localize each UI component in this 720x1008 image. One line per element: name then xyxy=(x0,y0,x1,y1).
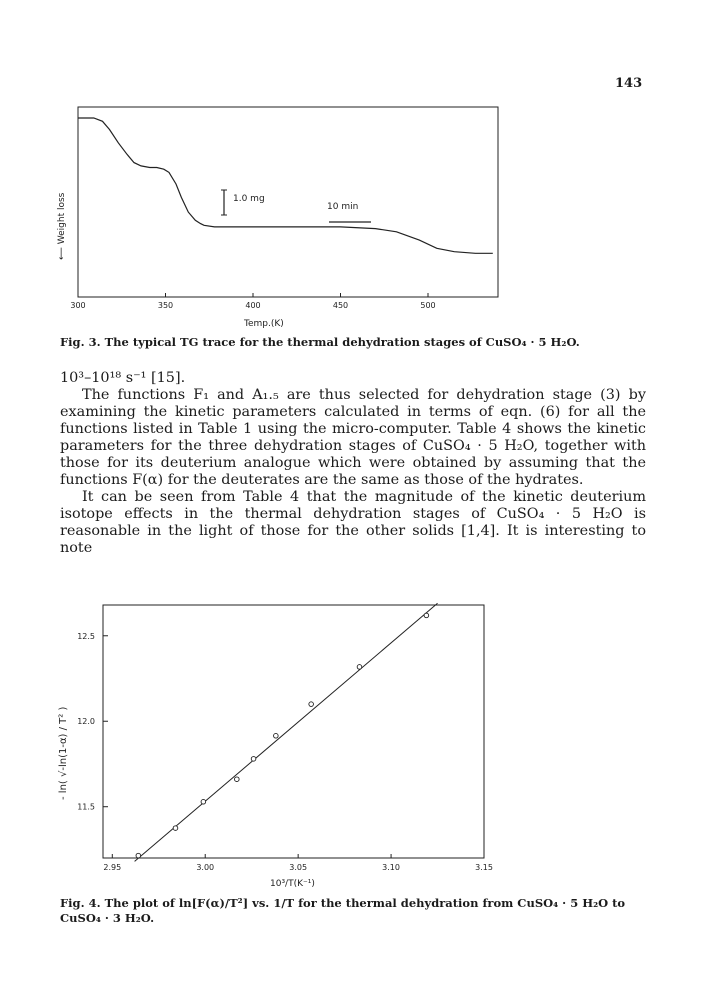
data-point xyxy=(424,613,429,618)
fig4-x-tick-label: 3.00 xyxy=(196,863,215,872)
fig4-y-tick-label: 12.0 xyxy=(77,717,95,727)
tg-trace-curve xyxy=(78,118,493,253)
data-point xyxy=(251,757,256,762)
fig3-x-tick-label: 500 xyxy=(420,301,436,310)
data-point xyxy=(235,777,240,782)
fig4-y-tick-label: 11.5 xyxy=(77,802,95,812)
data-point xyxy=(274,733,279,738)
fig3-x-axis-label: Temp.(K) xyxy=(244,319,284,329)
fig4-x-axis-label: 10³/T(K⁻¹) xyxy=(270,879,315,889)
fig4-y-axis-label: - ln( √-ln(1-α) / T² ) xyxy=(58,706,69,800)
fig3-weight-loss-label: ⟵ Weight loss xyxy=(57,192,67,260)
fig4-x-tick-label: 3.05 xyxy=(289,863,308,872)
figure-3-caption: Fig. 3. The typical TG trace for the thermal dehydration stages of CuSO₄ · 5 H₂O. xyxy=(60,335,580,349)
paragraph-1: 10³–10¹⁸ s⁻¹ [15]. xyxy=(60,370,186,386)
fig4-x-tick-label: 3.10 xyxy=(382,863,400,872)
mass-scale-label: 1.0 mg xyxy=(233,194,265,204)
figure-4-caption: Fig. 4. The plot of ln[F(α)/T²] vs. 1/T for the thermal dehydration from CuSO₄ · 5 H₂O to CuSO₄ · 3 H₂O. xyxy=(60,896,626,925)
fig4-x-tick-label: 2.95 xyxy=(103,863,122,872)
fig3-plot-frame xyxy=(78,107,498,297)
fig3-x-tick-label: 350 xyxy=(157,301,174,310)
page-number: 143 xyxy=(615,76,643,91)
time-scale-label: 10 min xyxy=(327,202,359,212)
data-point xyxy=(357,665,362,670)
paragraph-3: It can be seen from Table 4 that the magnitude of the kinetic deuterium isotope effects in the thermal dehydration stages of CuSO₄ · 5 H₂O is reasonable in the light of those for the other solids [1,4]. It is interesting to note xyxy=(60,489,646,556)
fig3-x-tick-label: 450 xyxy=(332,301,349,310)
fig4-x-tick-label: 3.15 xyxy=(475,863,493,872)
fig4-y-tick-label: 12.5 xyxy=(77,631,95,641)
data-point xyxy=(309,702,314,707)
fig4-axis-ticks xyxy=(77,632,493,872)
fig3-x-tick-label: 400 xyxy=(245,301,261,310)
data-point xyxy=(173,826,178,831)
fig3-x-ticks xyxy=(70,293,435,310)
paragraph-2: The functions F₁ and A₁.₅ are thus selected for dehydration stage (3) by examining the kinetic parameters calculated in terms of eqn. (6) for all the functions listed in Table 1 using the micro-computer. Table 4 shows the kinetic parameters for the three dehydration stages of CuSO₄ · 5 H₂O, together with those for its deuterium analogue which were obtained by assuming that the functions F(α) for the deuterates are the same as those of the hydrates. xyxy=(60,387,646,488)
fig4-plot-frame xyxy=(103,605,484,858)
figure-4-kinetic-plot xyxy=(58,603,493,889)
data-point xyxy=(201,799,206,804)
body-text xyxy=(60,370,646,557)
data-point xyxy=(136,853,141,858)
fit-line xyxy=(135,603,438,861)
fig3-x-tick-label: 300 xyxy=(70,301,86,310)
figure-3-tg-trace xyxy=(57,107,498,329)
